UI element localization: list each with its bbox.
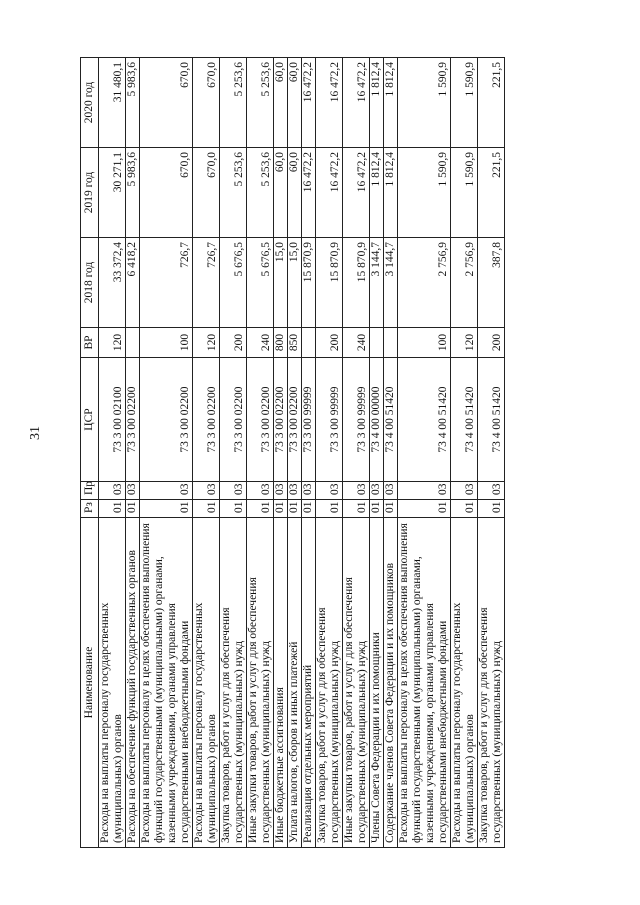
cell-vr: 100 xyxy=(398,328,451,358)
cell-2020: 1 590,9 xyxy=(451,58,478,148)
cell-pr: 03 xyxy=(220,482,247,500)
table-row xyxy=(398,58,451,848)
cell-2018: 3 144,7 xyxy=(384,238,398,328)
cell-vr: 120 xyxy=(451,328,478,358)
cell-rz: 01 xyxy=(274,500,288,518)
cell-2020: 60,0 xyxy=(274,58,288,148)
table-row xyxy=(316,58,343,848)
cell-rz: 01 xyxy=(384,500,398,518)
cell-pr: 03 xyxy=(288,482,302,500)
cell-2019: 1 812,4 xyxy=(384,148,398,238)
cell-vr: 100 xyxy=(140,328,193,358)
cell-vr: 800 xyxy=(274,328,288,358)
cell-2019: 60,0 xyxy=(288,148,302,238)
header-vr: ВР xyxy=(81,328,99,358)
cell-rz: 01 xyxy=(193,500,220,518)
cell-name: Закупка товаров, работ и услуг для обеспечения государственных (муниципальных) нужд xyxy=(220,518,247,848)
cell-csr: 73 4 00 00000 xyxy=(370,358,384,482)
cell-2018: 33 372,4 xyxy=(99,238,126,328)
cell-2020: 5 983,6 xyxy=(126,58,140,148)
header-rz: Рз xyxy=(81,500,99,518)
cell-name: Иные закупки товаров, работ и услуг для обеспечения государственных (муниципальных) нужд xyxy=(247,518,274,848)
cell-2018: 726,7 xyxy=(193,238,220,328)
header-csr: ЦСР xyxy=(81,358,99,482)
cell-name: Расходы на выплаты персоналу государственных (муниципальных) органов xyxy=(99,518,126,848)
cell-rz: 01 xyxy=(99,500,126,518)
cell-vr xyxy=(384,328,398,358)
cell-name: Расходы на обеспечение функций государственных органов xyxy=(126,518,140,848)
cell-csr: 73 3 00 99999 xyxy=(343,358,370,482)
table-row xyxy=(451,58,478,848)
cell-2020: 670,0 xyxy=(140,58,193,148)
cell-rz: 01 xyxy=(370,500,384,518)
cell-csr: 73 3 00 02100 xyxy=(99,358,126,482)
table-row xyxy=(384,58,398,848)
cell-2018: 387,8 xyxy=(478,238,505,328)
cell-csr: 73 3 00 99999 xyxy=(302,358,316,482)
cell-2019: 1 590,9 xyxy=(451,148,478,238)
cell-pr: 03 xyxy=(274,482,288,500)
cell-csr: 73 3 00 02200 xyxy=(140,358,193,482)
cell-2020: 31 480,1 xyxy=(99,58,126,148)
page-number: 31 xyxy=(28,426,43,440)
cell-vr: 200 xyxy=(220,328,247,358)
cell-2019: 5 253,6 xyxy=(247,148,274,238)
cell-2019: 670,0 xyxy=(140,148,193,238)
table-row xyxy=(274,58,288,848)
cell-2018: 5 676,5 xyxy=(247,238,274,328)
cell-pr: 03 xyxy=(99,482,126,500)
cell-pr: 03 xyxy=(370,482,384,500)
cell-csr: 73 3 00 02200 xyxy=(220,358,247,482)
header-pr: Пр xyxy=(81,482,99,500)
cell-pr: 03 xyxy=(140,482,193,500)
table-row xyxy=(99,58,126,848)
cell-rz: 01 xyxy=(247,500,274,518)
cell-rz: 01 xyxy=(288,500,302,518)
cell-2019: 1 812,4 xyxy=(370,148,384,238)
table-row xyxy=(193,58,220,848)
cell-name: Расходы на выплаты персоналу в целях обеспечения выполнения функций государственными (муниципальными) органами, казенными учреждениями, органами управления государственными внебюджетными фондами xyxy=(140,518,193,848)
cell-rz: 01 xyxy=(316,500,343,518)
header-2020: 2020 год xyxy=(81,58,99,148)
cell-name: Реализация отдельных мероприятий xyxy=(302,518,316,848)
cell-csr: 73 4 00 51420 xyxy=(384,358,398,482)
cell-2019: 670,0 xyxy=(193,148,220,238)
cell-vr: 120 xyxy=(99,328,126,358)
cell-csr: 73 3 00 02200 xyxy=(288,358,302,482)
cell-2018: 726,7 xyxy=(140,238,193,328)
cell-2020: 16 472,2 xyxy=(302,58,316,148)
cell-pr: 03 xyxy=(343,482,370,500)
table-row xyxy=(478,58,505,848)
cell-csr: 73 3 00 02200 xyxy=(193,358,220,482)
cell-csr: 73 4 00 51420 xyxy=(398,358,451,482)
cell-pr: 03 xyxy=(316,482,343,500)
cell-csr: 73 4 00 51420 xyxy=(478,358,505,482)
budget-table xyxy=(80,57,505,848)
cell-csr: 73 4 00 51420 xyxy=(451,358,478,482)
cell-2018: 15 870,9 xyxy=(316,238,343,328)
cell-name: Иные закупки товаров, работ и услуг для обеспечения государственных (муниципальных) нужд xyxy=(343,518,370,848)
cell-2018: 15 870,9 xyxy=(343,238,370,328)
rotated-table-container xyxy=(80,58,535,848)
cell-rz: 01 xyxy=(302,500,316,518)
cell-pr: 03 xyxy=(126,482,140,500)
cell-2019: 16 472,2 xyxy=(316,148,343,238)
cell-2020: 1 812,4 xyxy=(384,58,398,148)
table-row xyxy=(343,58,370,848)
cell-2020: 221,5 xyxy=(478,58,505,148)
cell-2020: 16 472,2 xyxy=(343,58,370,148)
cell-rz: 01 xyxy=(126,500,140,518)
cell-vr: 850 xyxy=(288,328,302,358)
cell-pr: 03 xyxy=(384,482,398,500)
cell-pr: 03 xyxy=(302,482,316,500)
cell-csr: 73 3 00 02200 xyxy=(247,358,274,482)
cell-name: Закупка товаров, работ и услуг для обеспечения государственных (муниципальных) нужд xyxy=(316,518,343,848)
cell-rz: 01 xyxy=(478,500,505,518)
cell-2020: 1 812,4 xyxy=(370,58,384,148)
cell-name: Расходы на выплаты персоналу в целях обеспечения выполнения функций государственными (муниципальными) органами, казенными учреждениями, органами управления государственными внебюджетными фондами xyxy=(398,518,451,848)
cell-2019: 221,5 xyxy=(478,148,505,238)
cell-pr: 03 xyxy=(247,482,274,500)
cell-2018: 3 144,7 xyxy=(370,238,384,328)
cell-csr: 73 3 00 02200 xyxy=(126,358,140,482)
table-row xyxy=(370,58,384,848)
cell-2020: 5 253,6 xyxy=(220,58,247,148)
cell-name: Закупка товаров, работ и услуг для обеспечения государственных (муниципальных) нужд xyxy=(478,518,505,848)
table-body xyxy=(99,58,505,848)
cell-rz: 01 xyxy=(220,500,247,518)
cell-2018: 15,0 xyxy=(274,238,288,328)
cell-2018: 6 418,2 xyxy=(126,238,140,328)
cell-vr: 200 xyxy=(316,328,343,358)
cell-2019: 5 983,6 xyxy=(126,148,140,238)
cell-pr: 03 xyxy=(193,482,220,500)
cell-2020: 670,0 xyxy=(193,58,220,148)
cell-2018: 2 756,9 xyxy=(451,238,478,328)
cell-vr: 240 xyxy=(343,328,370,358)
cell-name: Уплата налогов, сборов и иных платежей xyxy=(288,518,302,848)
cell-2020: 5 253,6 xyxy=(247,58,274,148)
cell-name: Расходы на выплаты персоналу государственных (муниципальных) органов xyxy=(451,518,478,848)
header-2018: 2018 год xyxy=(81,238,99,328)
cell-2019: 30 271,1 xyxy=(99,148,126,238)
cell-vr: 120 xyxy=(193,328,220,358)
cell-2019: 1 590,9 xyxy=(398,148,451,238)
cell-2018: 15,0 xyxy=(288,238,302,328)
cell-name: Содержание членов Совета Федерации и их помощников xyxy=(384,518,398,848)
cell-2019: 60,0 xyxy=(274,148,288,238)
cell-2018: 2 756,9 xyxy=(398,238,451,328)
table-header-row xyxy=(81,58,99,848)
table-row xyxy=(220,58,247,848)
table-row xyxy=(126,58,140,848)
cell-2020: 16 472,2 xyxy=(316,58,343,148)
cell-pr: 03 xyxy=(478,482,505,500)
cell-vr: 200 xyxy=(478,328,505,358)
cell-vr xyxy=(126,328,140,358)
cell-2019: 5 253,6 xyxy=(220,148,247,238)
cell-2020: 1 590,9 xyxy=(398,58,451,148)
cell-rz: 01 xyxy=(343,500,370,518)
cell-pr: 03 xyxy=(398,482,451,500)
table-row xyxy=(288,58,302,848)
cell-rz: 01 xyxy=(451,500,478,518)
cell-rz: 01 xyxy=(140,500,193,518)
cell-pr: 03 xyxy=(451,482,478,500)
cell-vr: 240 xyxy=(247,328,274,358)
table-row xyxy=(247,58,274,848)
cell-name: Иные бюджетные ассигнования xyxy=(274,518,288,848)
header-2019: 2019 год xyxy=(81,148,99,238)
cell-2018: 5 676,5 xyxy=(220,238,247,328)
cell-csr: 73 3 00 02200 xyxy=(274,358,288,482)
cell-2019: 16 472,2 xyxy=(343,148,370,238)
cell-name: Расходы на выплаты персоналу государственных (муниципальных) органов xyxy=(193,518,220,848)
cell-2020: 60,0 xyxy=(288,58,302,148)
cell-2018: 15 870,9 xyxy=(302,238,316,328)
cell-name: Члены Совета Федерации и их помощники xyxy=(370,518,384,848)
cell-vr xyxy=(302,328,316,358)
cell-2019: 16 472,2 xyxy=(302,148,316,238)
cell-rz: 01 xyxy=(398,500,451,518)
header-name: Наименование xyxy=(81,518,99,848)
table-row xyxy=(140,58,193,848)
table-row xyxy=(302,58,316,848)
cell-csr: 73 3 00 99999 xyxy=(316,358,343,482)
cell-vr xyxy=(370,328,384,358)
